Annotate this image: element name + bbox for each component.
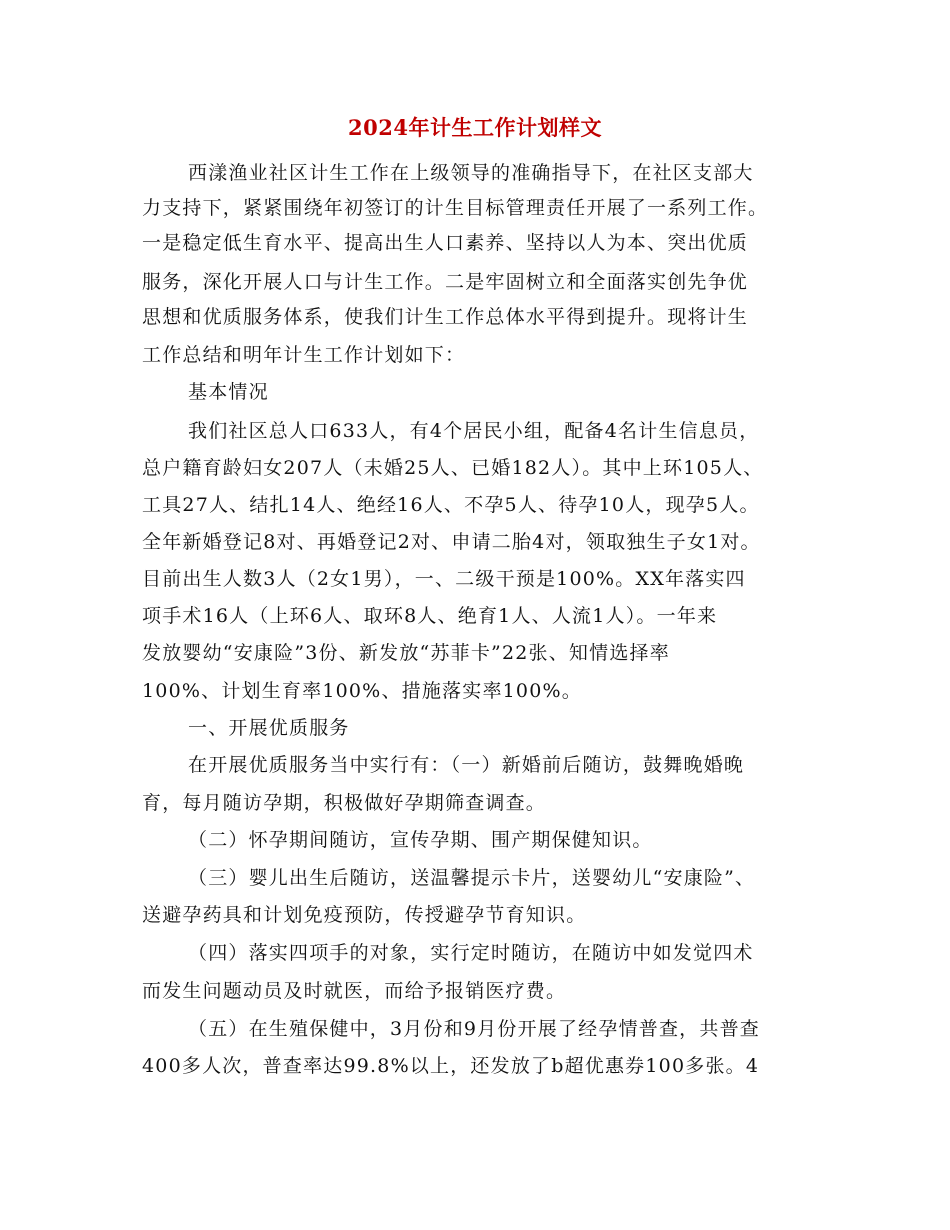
paragraph-line: 工作总结和明年计生工作计划如下：	[142, 344, 466, 366]
paragraph-line: 力支持下，紧紧围绕年初签订的计生目标管理责任开展了一系列工作。	[142, 197, 769, 219]
paragraph-line: 400多人次，普查率达99.8%以上，还发放了b超优惠券100多张。4	[142, 1055, 760, 1077]
paragraph-line: 100%、计划生育率100%、措施落实率100%。	[142, 680, 582, 702]
paragraph-line: （五）在生殖保健中，3月份和9月份开展了经孕情普查，共普查	[188, 1018, 760, 1040]
paragraph-line: 在开展优质服务当中实行有：（一）新婚前后随访，鼓舞晚婚晚	[188, 754, 745, 776]
section-heading: 基本情况	[188, 381, 269, 403]
paragraph-line: 送避孕药具和计划免疫预防，传授避孕节育知识。	[142, 904, 587, 926]
paragraph-line: 项手术16人（上环6人、取环8人、绝育1人、人流1人）。一年来	[142, 605, 718, 627]
paragraph-line: 西漾渔业社区计生工作在上级领导的准确指导下，在社区支部大	[188, 162, 754, 184]
paragraph-line: 思想和优质服务体系，使我们计生工作总体水平得到提升。现将计生	[142, 306, 749, 328]
paragraph-line: （二）怀孕期间随访，宣传孕期、围产期保健知识。	[188, 829, 653, 851]
paragraph-line: 一是稳定低生育水平、提高出生人口素养、坚持以人为本、突出优质	[142, 232, 749, 254]
section-heading: 一、开展优质服务	[188, 717, 350, 739]
paragraph-line: 发放婴幼“安康险”3份、新发放“苏菲卡”22张、知情选择率	[142, 642, 670, 664]
document-title: 2024年计生工作计划样文	[348, 115, 602, 140]
paragraph-line: 总户籍育龄妇女207人（未婚25人、已婚182人）。其中上环105人、	[142, 457, 764, 479]
paragraph-line: 而发生问题动员及时就医，而给予报销医疗费。	[142, 980, 567, 1002]
paragraph-line: 育，每月随访孕期，积极做好孕期筛查调查。	[142, 792, 547, 814]
paragraph-line: 目前出生人数3人（2女1男），一、二级干预是100%。XX年落实四	[142, 568, 746, 590]
paragraph-line: 全年新婚登记8对、再婚登记2对、申请二胎4对，领取独生子女1对。	[142, 531, 761, 553]
paragraph-line: 服务，深化开展人口与计生工作。二是牢固树立和全面落实创先争优	[142, 271, 749, 293]
paragraph-line: 我们社区总人口633人，有4个居民小组，配备4名计生信息员，	[188, 420, 760, 442]
paragraph-line: （三）婴儿出生后随访，送温馨提示卡片，送婴幼儿“安康险”、	[188, 867, 756, 889]
paragraph-line: （四）落实四项手的对象，实行定时随访，在随访中如发觉四术	[188, 942, 754, 964]
paragraph-line: 工具27人、结扎14人、绝经16人、不孕5人、待孕10人，现孕5人。	[142, 494, 760, 516]
